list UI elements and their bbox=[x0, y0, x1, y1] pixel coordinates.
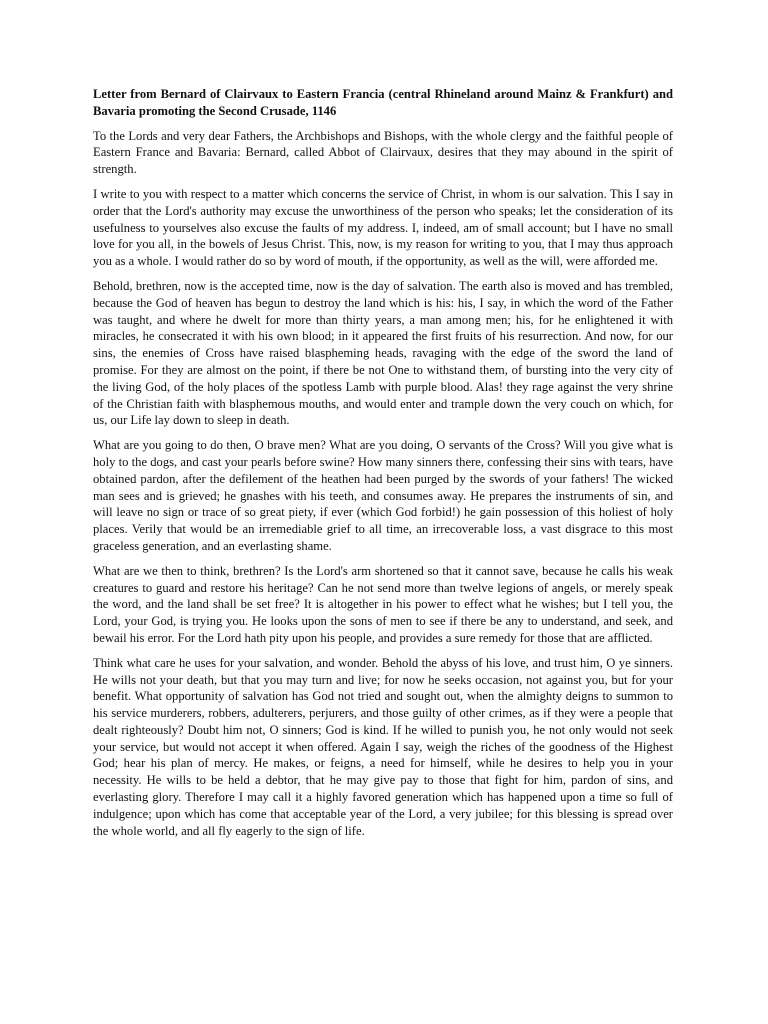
paragraph-lords-arm: What are we then to think, brethren? Is the Lord's arm shortened so that it cannot save, because he calls his weak creatures to guard and restore his heritage? Can he not send more than twelve legions of angels, or merely speak the word, and the land shall be set free? It is altogether in his power to effect what he wishes; but I tell you, the Lord, your God, is trying you. He looks upon the sons of men to see if there be any to understand, and seek, and bewail his error. For the Lord hath pity upon his people, and provides a sure remedy for those that are afflicted. bbox=[93, 563, 673, 645]
document-title: Letter from Bernard of Clairvaux to Eastern Francia (central Rhineland around Mainz & Frankfurt) and Bavaria promoting the Second Crusade, 1146 bbox=[93, 87, 673, 118]
paragraph-holy-land: Behold, brethren, now is the accepted time, now is the day of salvation. The earth also is moved and has trembled, because the God of heaven has begun to destroy the land which is his: his, I say, in which the word of the Father was taught, and where he dwelt for more than thirty years, a man among men; his, for he enlightened it with miracles, he consecrated it with his own blood; in it appeared the first fruits of his resurrection. And now, for our sins, the enemies of Cross have raised blaspheming heads, ravaging with the edge of the sword the land of promise. For they are almost on the point, if there be not One to withstand them, of bursting into the very city of the living God, of the holy places of the spotless Lamb with purple blood. Alas! they rage against the very shrine of the Christian faith with blasphemous mouths, and would enter and trample down the very couch on which, for us, our Life lay down to sleep in death. bbox=[93, 278, 673, 428]
paragraph-salvation: Think what care he uses for your salvation, and wonder. Behold the abyss of his love, and trust him, O ye sinners. He wills not your death, but that you may turn and live; for now he seeks occasion, not against you, but for your benefit. What opportunity of salvation has God not tried and sought out, when the almighty deigns to summon to his service murderers, robbers, adulterers, perjurers, and those guilty of other crimes, as if they were a people that dealt righteously? Doubt him not, O sinners; God is kind. If he willed to punish you, he not only would not seek your service, but would not accept it when offered. Again I say, weigh the riches of the goodness of the Highest God; hear his plan of mercy. He makes, or feigns, a need for himself, while he desires to help you in your necessity. He wills to be held a debtor, that he may give pay to those that fight for him, pardon of sins, and everlasting glory. Therefore I may call it a highly favored generation which has happened upon a time so full of indulgence; upon which has come that acceptable year of the Lord, a very jubilee; for this blessing is spread over the whole world, and all fly eagerly to the sign of life. bbox=[93, 655, 673, 838]
document-page bbox=[93, 86, 673, 847]
paragraph-purpose: I write to you with respect to a matter which concerns the service of Christ, in whom is our salvation. This I say in order that the Lord's authority may excuse the unworthiness of the person who speaks; let the consideration of its usefulness to yourselves also excuse the faults of my address. I, indeed, am of small account; but I have no small love for you all, in the bowels of Jesus Christ. This, now, is my reason for writing to you, that I may thus approach you as a whole. I would rather do so by word of mouth, if the opportunity, as well as the will, were afforded me. bbox=[93, 186, 673, 269]
paragraph-brave-men: What are you going to do then, O brave men? What are you doing, O servants of the Cross? Will you give what is holy to the dogs, and cast your pearls before swine? How many sinners there, confessing their sins with tears, have obtained pardon, after the defilement of the heathen had been purged by the swords of your fathers! The wicked man sees and is grieved; he gnashes with his teeth, and consumes away. He prepares the instruments of sin, and will leave no sign or trace of so great piety, if ever (which God forbid!) he gain possession of this holiest of holy places. Verily that would be an irremediable grief to all time, an irrecoverable loss, a vast disgrace to this most graceless generation, and an everlasting shame. bbox=[93, 438, 673, 553]
paragraph-salutation: To the Lords and very dear Fathers, the Archbishops and Bishops, with the whole clergy and the faithful people of Eastern France and Bavaria: Bernard, called Abbot of Clairvaux, desires that they may abound in the spirit of strength. bbox=[93, 128, 673, 177]
